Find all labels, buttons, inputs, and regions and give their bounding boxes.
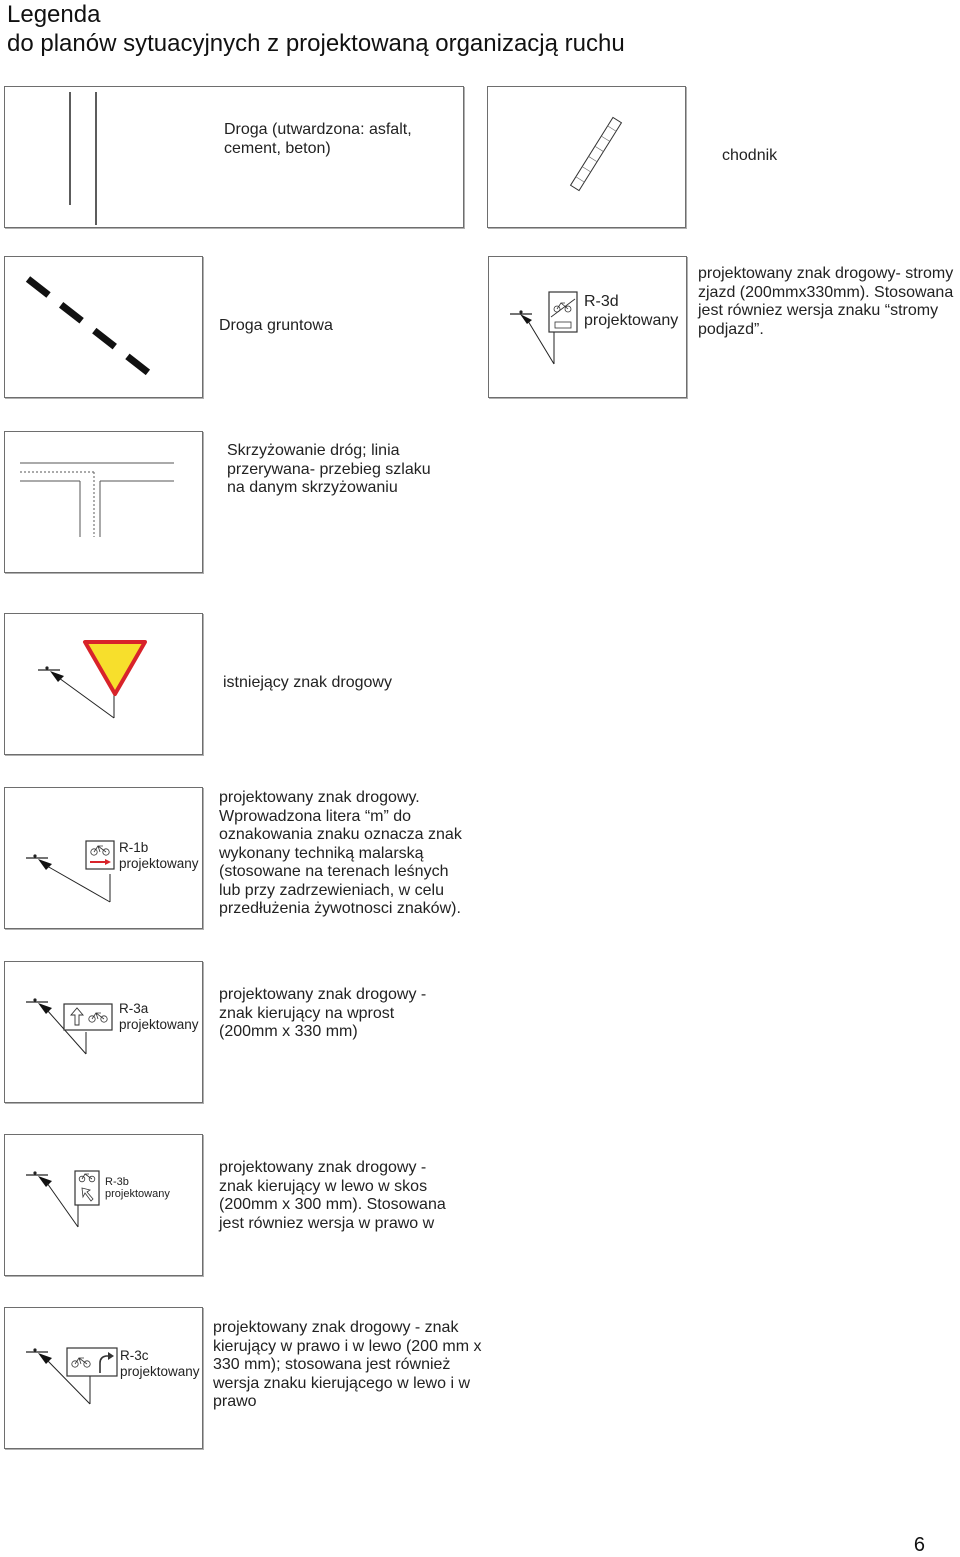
r3d-description: projektowany znak drogowy- stromy zjazd (200mmx330mm). Stosowana jest równiez wersja znaku “stromy podjazd”. bbox=[698, 265, 954, 338]
r1b-code: R-1b bbox=[119, 840, 149, 855]
r3c-status: projektowany bbox=[120, 1364, 200, 1379]
r3c-sign-icon bbox=[66, 1347, 118, 1377]
r3b-description: projektowany znak drogowy - znak kierujący w lewo w skos (200mm x 300 mm). Stosowana jest równiez wersja w prawo w bbox=[219, 1159, 446, 1232]
existing-sign-label: istniejący znak drogowy bbox=[223, 674, 392, 691]
r3a-status: projektowany bbox=[119, 1017, 199, 1032]
r3c-description: projektowany znak drogowy - znak kierujący w prawo i w lewo (200 mm x 330 mm); stosowana jest również wersja znaku kierującego w lewo i w prawo bbox=[213, 1319, 482, 1410]
sidewalk-symbol bbox=[556, 116, 636, 196]
r1b-status: projektowany bbox=[119, 856, 199, 871]
legend-box-paved-road bbox=[4, 86, 464, 228]
r3d-code: R-3d bbox=[584, 293, 619, 310]
r3d-status: projektowany bbox=[584, 312, 679, 329]
dirt-road-symbol bbox=[25, 276, 155, 386]
title-line-2: do planów sytuacyjnych z projektowaną organizacją ruchu bbox=[7, 30, 625, 57]
r3b-status: projektowany bbox=[105, 1188, 170, 1200]
paved-road-label: Droga (utwardzona: asfalt, cement, beton) bbox=[224, 121, 412, 157]
paved-road-symbol bbox=[60, 87, 160, 227]
r3b-sign-icon bbox=[74, 1170, 100, 1206]
r3a-code: R-3a bbox=[119, 1001, 149, 1016]
page-number: 6 bbox=[913, 1534, 925, 1556]
intersection-symbol bbox=[18, 455, 183, 545]
r3a-sign-icon bbox=[63, 1003, 113, 1031]
r1b-sign-icon bbox=[85, 840, 115, 870]
intersection-label: Skrzyżowanie dróg; linia przerywana- przebieg szlaku na danym skrzyżowaniu bbox=[227, 442, 431, 496]
page-title bbox=[7, 0, 625, 58]
yield-sign-icon bbox=[83, 640, 149, 696]
r3c-code: R-3c bbox=[120, 1348, 149, 1363]
r3b-code: R-3b bbox=[105, 1176, 129, 1188]
dirt-road-label: Droga gruntowa bbox=[219, 317, 333, 334]
r3a-description: projektowany znak drogowy - znak kierujący na wprost (200mm x 330 mm) bbox=[219, 986, 427, 1040]
r1b-description: projektowany znak drogowy. Wprowadzona litera “m” do oznakowania znaku oznacza znak wykonany techniką malarską (stosowane na terenach leśnych lub przy zadrzewieniach, w celu przedłużenia żywotnosci znaków). bbox=[219, 789, 462, 917]
title-line-1: Legenda bbox=[7, 1, 101, 28]
sidewalk-label: chodnik bbox=[722, 147, 778, 164]
r3d-sign-icon bbox=[548, 291, 578, 333]
